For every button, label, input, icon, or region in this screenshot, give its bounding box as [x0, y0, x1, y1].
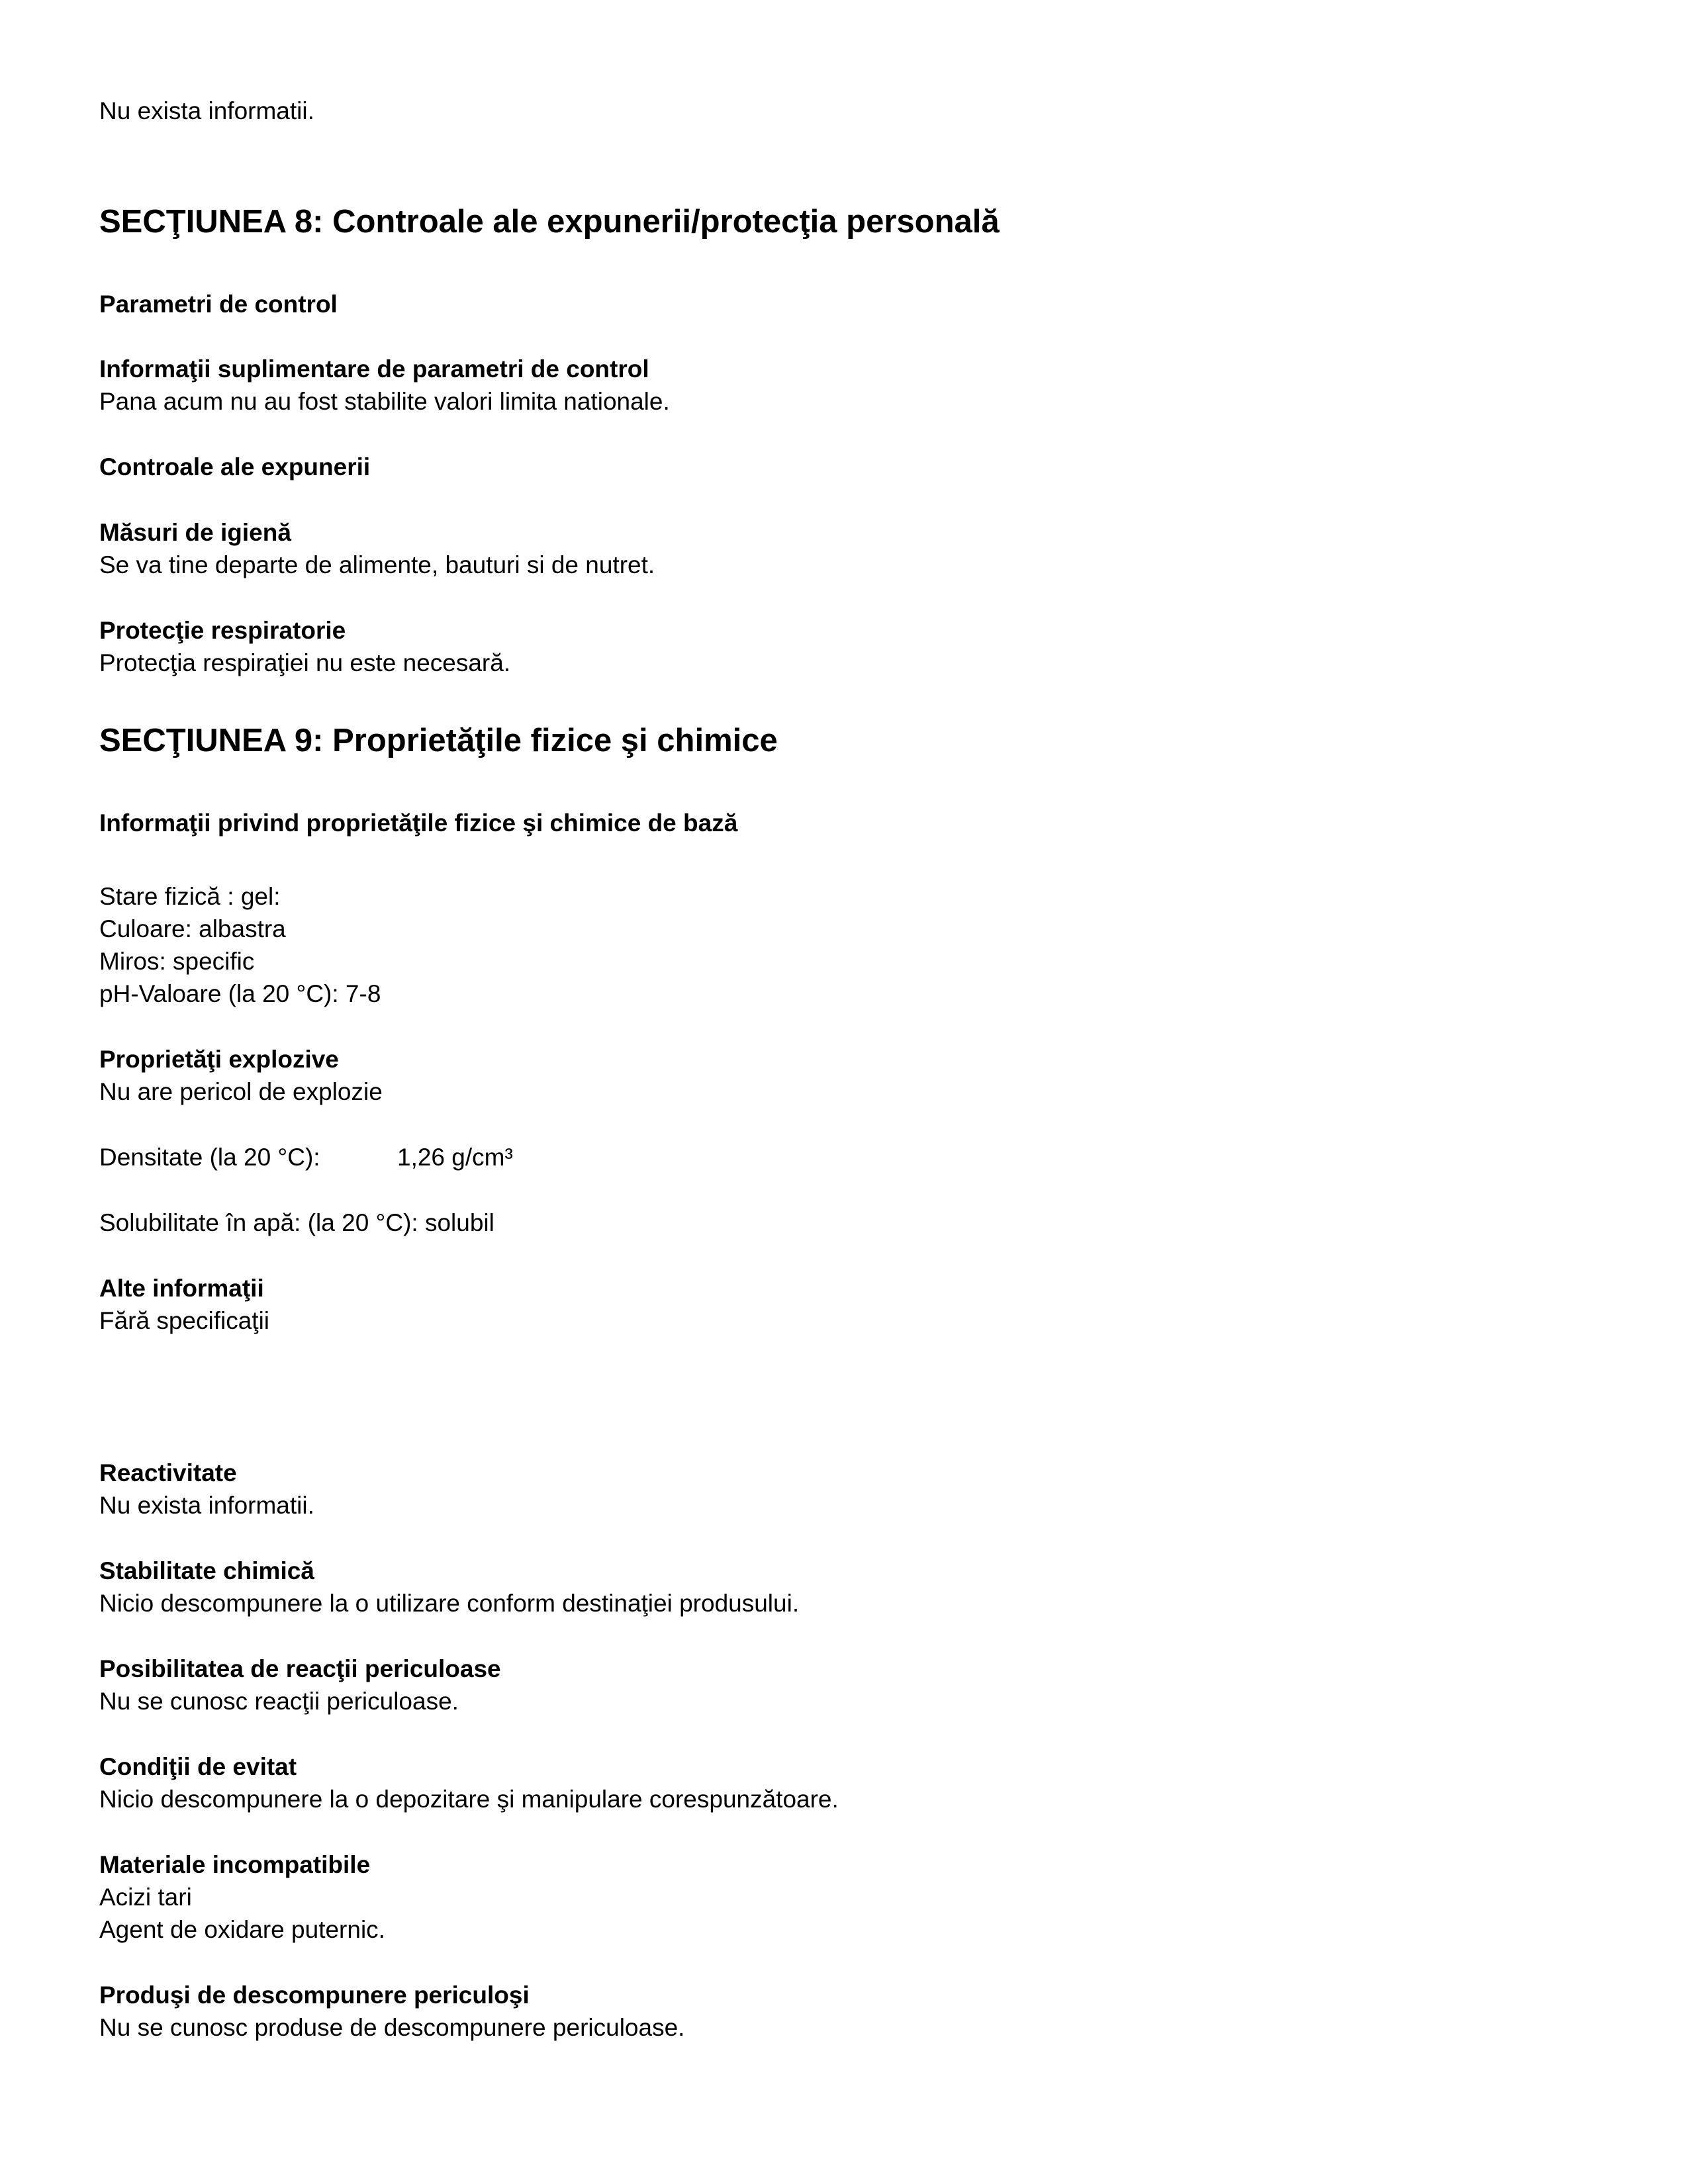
- stability-text: Nicio descompunere la o utilizare conform destinaţiei produsului.: [99, 1590, 800, 1617]
- conditions-label: Condiţii de evitat: [99, 1753, 297, 1780]
- add-info-text: Pana acum nu au fost stabilite valori limita nationale.: [99, 388, 670, 415]
- section-9-heading: SECŢIUNEA 9: Proprietăţile fizice şi chimice: [99, 723, 778, 758]
- state-text: Stare fizică : gel:: [99, 883, 281, 910]
- hazardous-reactions-text: Nu se cunosc reacţii periculoase.: [99, 1688, 459, 1715]
- decomposition-label: Produşi de descompunere periculoşi: [99, 1981, 530, 2009]
- explosive-label: Proprietăţi explozive: [99, 1046, 339, 1073]
- add-info-label: Informaţii suplimentare de parametri de control: [99, 355, 649, 383]
- incompatible-label: Materiale incompatibile: [99, 1851, 371, 1878]
- control-params-label: Parametri de control: [99, 291, 338, 318]
- hygiene-text: Se va tine departe de alimente, bauturi si de nutret.: [99, 551, 655, 578]
- other-info-text: Fără specificaţii: [99, 1307, 270, 1334]
- conditions-text: Nicio descompunere la o depozitare şi manipulare corespunzătoare.: [99, 1786, 839, 1813]
- decomposition-text: Nu se cunosc produse de descompunere periculoase.: [99, 2014, 685, 2041]
- stability-label: Stabilitate chimică: [99, 1557, 314, 1584]
- exposure-controls-label: Controale ale expunerii: [99, 453, 371, 480]
- explosive-text: Nu are pericol de explozie: [99, 1078, 383, 1105]
- respiratory-label: Protecţie respiratorie: [99, 617, 346, 644]
- odor-text: Miros: specific: [99, 948, 255, 975]
- hygiene-label: Măsuri de igienă: [99, 519, 291, 546]
- top-note: Nu exista informatii.: [99, 97, 314, 124]
- hazardous-reactions-label: Posibilitatea de reacţii periculoase: [99, 1655, 501, 1682]
- respiratory-text: Protecţia respiraţiei nu este necesară.: [99, 649, 511, 676]
- basic-info-label: Informaţii privind proprietăţile fizice şi chimice de bază: [99, 809, 738, 837]
- density-label: Densitate (la 20 °C):: [99, 1144, 320, 1171]
- ph-text: pH-Valoare (la 20 °C): 7-8: [99, 980, 381, 1007]
- reactivity-text: Nu exista informatii.: [99, 1492, 314, 1519]
- solubility-text: Solubilitate în apă: (la 20 °C): solubil: [99, 1209, 494, 1236]
- incompatible-item: Acizi tari: [99, 1884, 192, 1911]
- other-info-label: Alte informaţii: [99, 1275, 264, 1302]
- section-8-heading: SECŢIUNEA 8: Controale ale expunerii/protecţia personală: [99, 204, 1000, 240]
- density-value: 1,26 g/cm³: [397, 1144, 513, 1171]
- color-text: Culoare: albastra: [99, 915, 286, 942]
- reactivity-label: Reactivitate: [99, 1459, 237, 1486]
- incompatible-item: Agent de oxidare puternic.: [99, 1916, 385, 1943]
